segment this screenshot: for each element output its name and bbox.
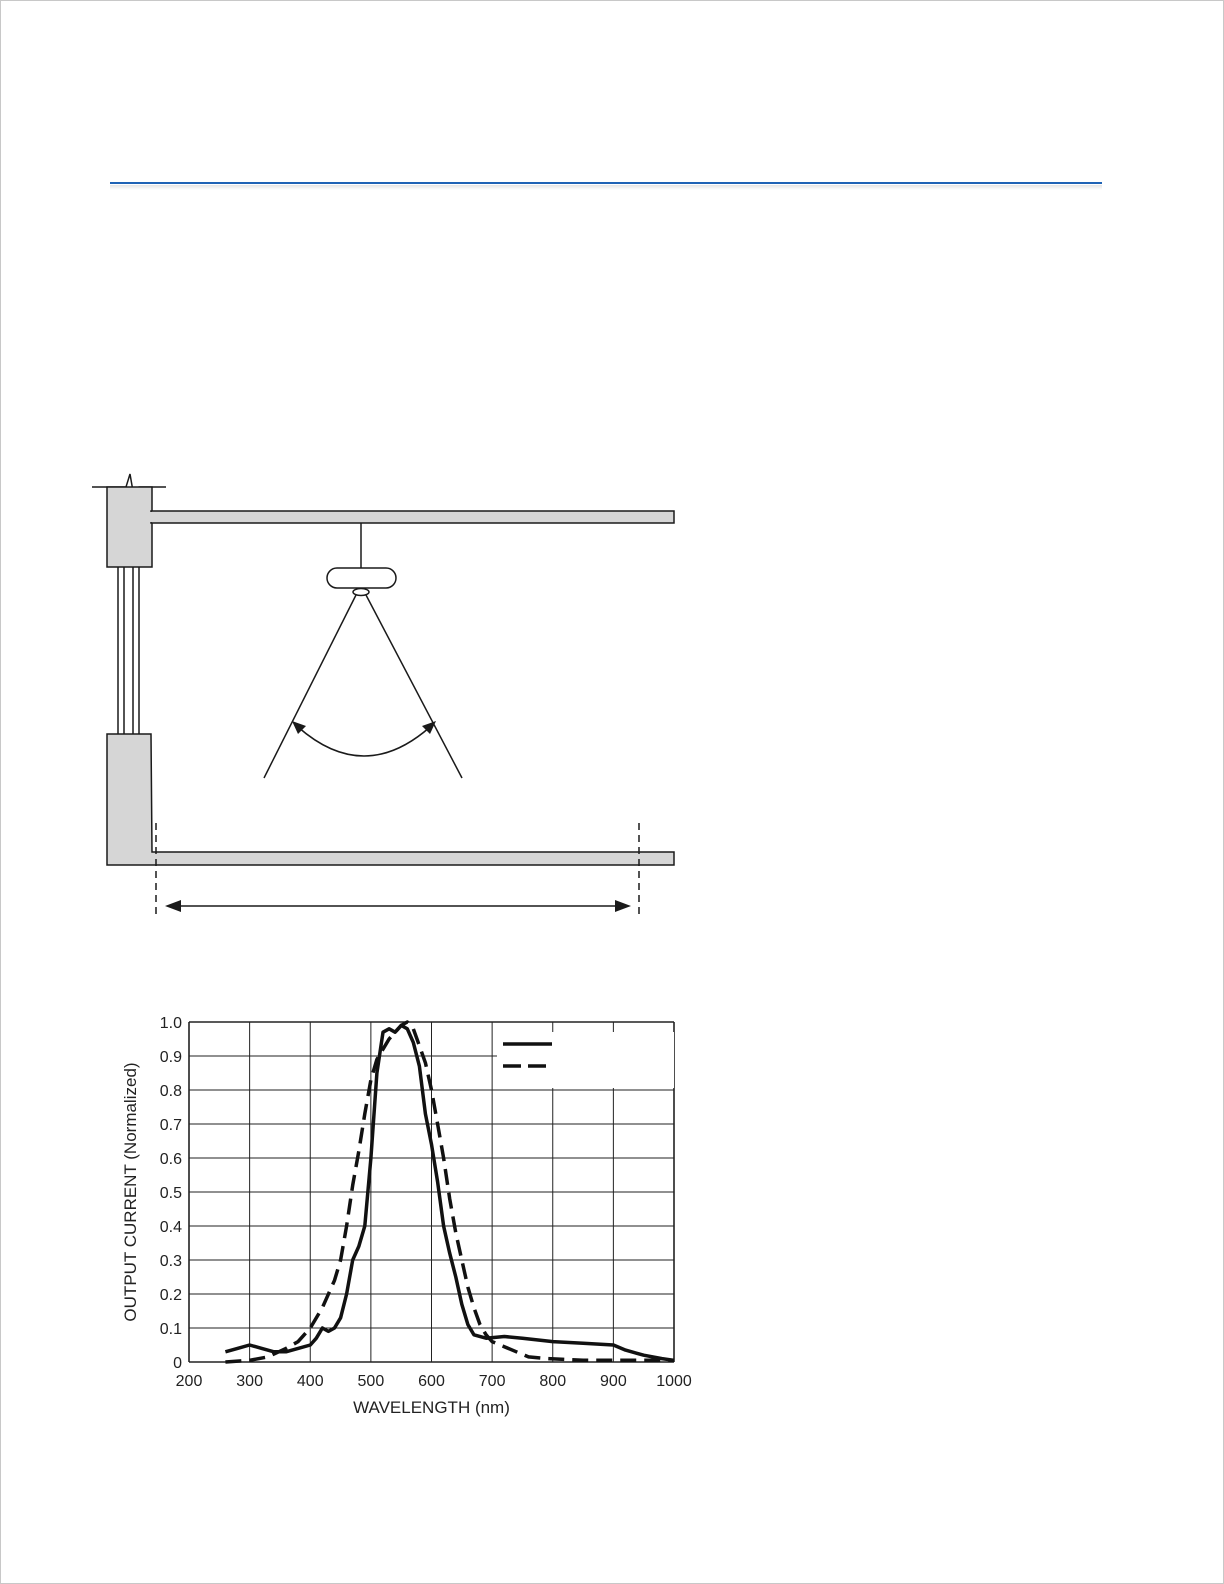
y-tick-label: 0.6 — [159, 1151, 182, 1168]
y-tick-label: 0.3 — [159, 1253, 182, 1270]
x-tick-label: 1000 — [656, 1373, 692, 1390]
x-tick-label: 400 — [296, 1373, 324, 1390]
x-tick-label: 900 — [600, 1373, 627, 1390]
y-tick-label: 0.7 — [159, 1117, 182, 1134]
legend-box — [497, 1032, 674, 1088]
y-tick-label: 1.0 — [159, 1015, 182, 1032]
x-tick-label: 600 — [418, 1373, 445, 1390]
x-tick-label: 700 — [478, 1373, 506, 1390]
x-tick-label: 200 — [175, 1373, 203, 1390]
y-tick-label: 0.5 — [159, 1185, 182, 1202]
x-tick-label: 300 — [236, 1373, 263, 1390]
y-tick-label: 0.1 — [159, 1321, 182, 1338]
y-tick-label: 0.2 — [159, 1287, 182, 1304]
y-axis-title: OUTPUT CURRENT (Normalized) — [121, 1062, 140, 1322]
x-axis-title: WAVELENGTH (nm) — [353, 1398, 510, 1417]
y-tick-label: 0 — [173, 1355, 182, 1372]
x-tick-label: 800 — [539, 1373, 567, 1390]
y-tick-label: 0.8 — [159, 1083, 182, 1100]
y-tick-label: 0.4 — [159, 1219, 182, 1236]
x-tick-label: 500 — [357, 1373, 385, 1390]
y-tick-label: 0.9 — [159, 1049, 182, 1066]
